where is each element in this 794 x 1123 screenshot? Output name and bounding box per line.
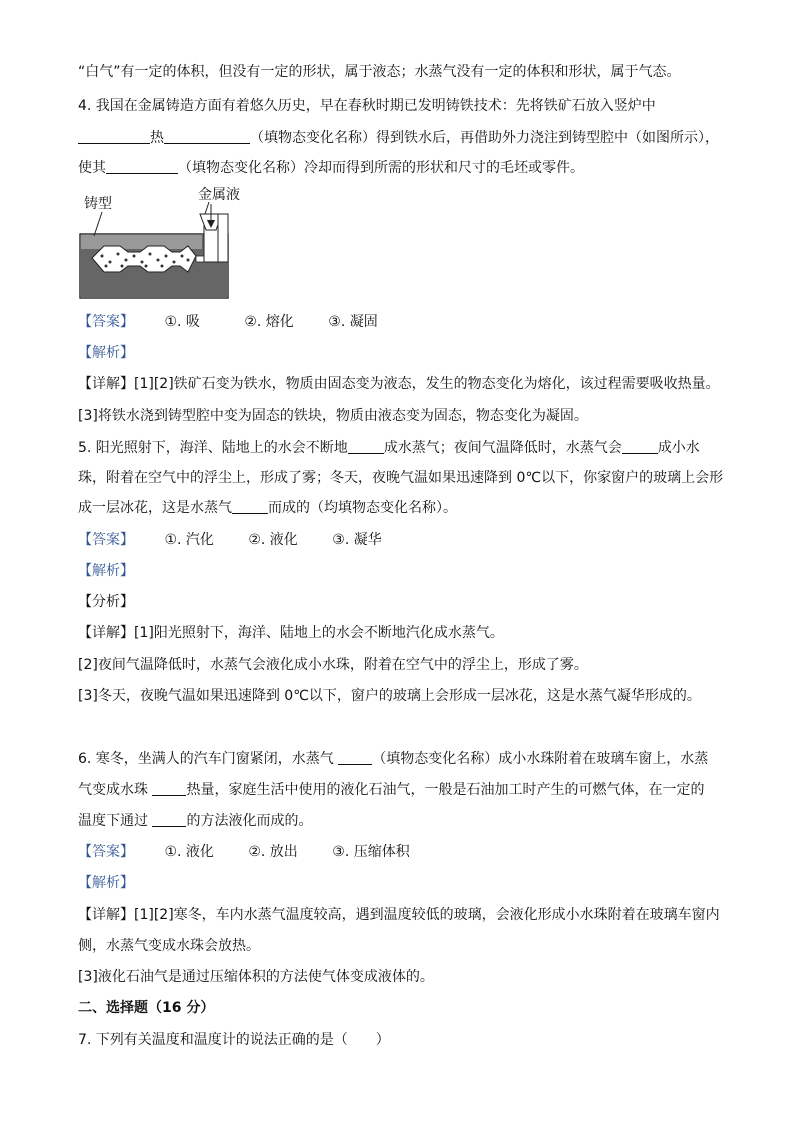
detail-tag: 【详解】 <box>78 625 134 641</box>
question-5-line2 <box>78 468 723 488</box>
detail-row-q5 <box>78 623 504 643</box>
detail-row-q6 <box>78 905 720 925</box>
answer-row-q5 <box>78 530 382 550</box>
section-heading <box>78 998 214 1018</box>
answer-row-q4 <box>78 312 378 332</box>
analysis-row-q6 <box>78 873 134 893</box>
detail-row-q4-2 <box>78 406 588 426</box>
detail-text: [1][2]铁矿石变为铁水，物质由固态变为液态，发生的物态变化为熔化，该过程需要吸收热量。 <box>134 376 720 392</box>
analysis-tag: 【解析】 <box>78 345 134 361</box>
answer-option: ②. 液化 <box>248 532 298 548</box>
answer-row-q6 <box>78 842 410 862</box>
answer-option: ③. 凝华 <box>332 532 382 548</box>
answer-option: ①. 液化 <box>164 844 214 860</box>
question-6-line2 <box>78 780 704 800</box>
question-text: 成小水 <box>657 440 700 456</box>
question-text: 成一层冰花，这是水蒸气 <box>78 500 232 516</box>
question-text: 温度下通过 <box>78 813 153 829</box>
answer-option: ③. 凝固 <box>328 314 378 330</box>
answer-option: ①. 汽化 <box>164 532 214 548</box>
answer-tag: 【答案】 <box>78 532 134 548</box>
detail-row-q4 <box>78 374 720 394</box>
analysis-row-q4 <box>78 343 134 363</box>
label-mold: 铸型 <box>84 196 112 212</box>
question-7 <box>78 1030 390 1050</box>
fill-blank <box>152 812 186 827</box>
detail-text: [3]冬天，夜晚气温如果迅速降到 0℃以下，窗户的玻璃上会形成一层冰花，这是水蒸气凝华形成的。 <box>78 688 701 704</box>
detail-text: [2]夜间气温降低时，水蒸气会液化成小水珠，附着在空气中的浮尘上，形成了雾。 <box>78 657 588 673</box>
answer-option: ②. 放出 <box>248 844 298 860</box>
question-text: 气变成水珠 <box>78 782 153 798</box>
question-5-line3 <box>78 498 457 518</box>
detail-row-q5-3 <box>78 686 701 706</box>
fenxi-row-q5 <box>78 592 134 612</box>
detail-tag: 【详解】 <box>78 907 134 923</box>
question-text: 热量，家庭生活中使用的液化石油气，一般是石油加工时产生的可燃气体，在一定的 <box>186 782 705 798</box>
question-text: （填物态变化名称）得到铁水后，再借助外力浇注到铸型腔中（如图所示）， <box>250 130 719 146</box>
casting-diagram <box>76 186 256 302</box>
question-text: 6. 寒冬，坐满人的汽车门窗紧闭，水蒸气 <box>78 751 339 767</box>
question-5 <box>78 438 700 458</box>
fill-blank <box>232 499 268 514</box>
question-text: 使其 <box>78 160 106 176</box>
question-text: 而成的（均填物态变化名称）。 <box>268 500 457 516</box>
question-text: 成水蒸气；夜间气温降低时，水蒸气会 <box>383 440 622 456</box>
question-6-line3 <box>78 811 312 831</box>
answer-option: ②. 熔化 <box>244 314 294 330</box>
analysis-row-q5 <box>78 561 134 581</box>
fill-blank <box>78 129 150 144</box>
fill-blank <box>106 159 178 174</box>
answer-tag: 【答案】 <box>78 314 134 330</box>
question-4 <box>78 96 656 116</box>
fenxi-tag: 【分析】 <box>78 594 134 610</box>
detail-row-q6-2 <box>78 936 260 956</box>
fill-blank <box>348 439 384 454</box>
answer-option: ③. 压缩体积 <box>332 844 410 860</box>
detail-text: [1]阳光照射下，海洋、陆地上的水会不断地汽化成水蒸气。 <box>134 625 504 641</box>
question-text: 的方法液化而成的。 <box>186 813 313 829</box>
detail-row-q6-3 <box>78 967 434 987</box>
label-metal-liquid: 金属液 <box>198 187 240 203</box>
question-text: 7. 下列有关温度和温度计的说法正确的是（ ） <box>78 1032 390 1048</box>
detail-text: 侧，水蒸气变成水珠会放热。 <box>78 938 260 954</box>
question-text: 5. 阳光照射下，海洋、陆地上的水会不断地 <box>78 440 348 456</box>
detail-text: [3]将铁水浇到铸型腔中变为固态的铁块，物质由液态变为固态，物态变化为凝固。 <box>78 408 588 424</box>
fill-blank <box>164 129 250 144</box>
detail-tag: 【详解】 <box>78 376 134 392</box>
question-text: 4. 我国在金属铸造方面有着悠久历史，早在春秋时期已发明铸铁技术：先将铁矿石放入竖炉中 <box>78 98 656 114</box>
detail-text: [3]液化石油气是通过压缩体积的方法使气体变成液体的。 <box>78 969 434 985</box>
fill-blank <box>152 781 186 796</box>
question-6 <box>78 749 708 769</box>
analysis-tag: 【解析】 <box>78 563 134 579</box>
question-4-line3 <box>78 158 584 178</box>
question-text: 珠，附着在空气中的浮尘上，形成了雾；冬天，夜晚气温如果迅速降到 0℃以下，你家窗户的玻璃上会形 <box>78 470 724 486</box>
section-title: 二、选择题（16 分） <box>78 1000 215 1016</box>
question-text: （填物态变化名称）成小水珠附着在玻璃车窗上，水蒸 <box>372 751 709 767</box>
answer-tag: 【答案】 <box>78 844 134 860</box>
analysis-tag: 【解析】 <box>78 875 134 891</box>
answer-option: ①. 吸 <box>164 314 200 330</box>
detail-text: [1][2]寒冬，车内水蒸气温度较高，遇到温度较低的玻璃，会液化形成小水珠附着在玻璃车窗内 <box>134 907 720 923</box>
fill-blank <box>622 439 658 454</box>
detail-row-q5-2 <box>78 655 588 675</box>
question-4-line2 <box>78 128 719 148</box>
question-text: （填物态变化名称）冷却而得到所需的形状和尺寸的毛坯或零件。 <box>178 160 584 176</box>
fill-blank <box>338 750 372 765</box>
paragraph-text: “白气”有一定的体积，但没有一定的形状，属于液态；水蒸气没有一定的体积和形状，属于气态。 <box>78 64 681 80</box>
question-text: 热 <box>150 130 164 146</box>
text-line <box>78 62 681 82</box>
